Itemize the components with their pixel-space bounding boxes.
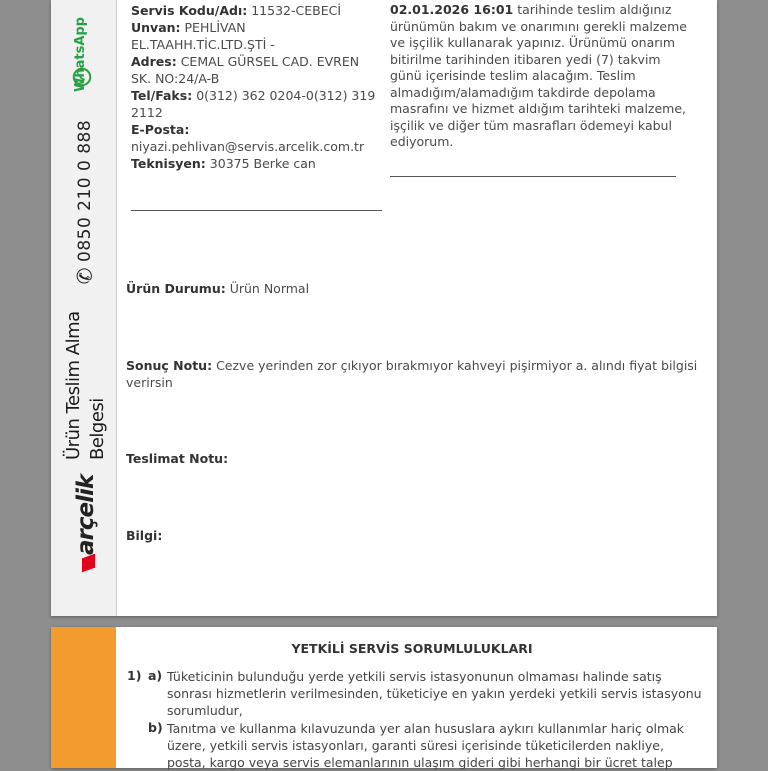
tech-label: Teknisyen:	[131, 156, 206, 171]
email-label: E-Posta:	[131, 122, 190, 137]
item-a-text: Tüketicinin bulunduğu yerde yetkili servis istasyonunun olmaması halinde satış sonrası hizmetlerin verilmesinden, tüketiciye en yakın yerdeki yetkili servis istasyonu sorumludur,	[167, 669, 702, 718]
statement-text: tarihinde teslim aldığınız ürünümün bakım ve onarımını gerekli malzeme ve işçilik kullanarak yapınız. Ürünümü onarım bitirilme tarihinden itibaren yedi (7) takvim günü içerisinde teslim alacağım. Teslim almadığım/alamadığım takdirde depolama masrafını ve hizmet aldığım tarihteki malzeme, işçilik ve diğer tüm masrafları ödemeyi kabul ediyorum.	[390, 2, 687, 149]
doc-title-line1: Ürün Teslim Alma	[63, 311, 84, 460]
sonuc-value: Cezve yerinden zor çıkıyor bırakmıyor kahveyi pişirmiyor a. alındı fiyat bilgisi verirsin	[126, 358, 698, 390]
item-b-letter: b)	[148, 720, 163, 735]
tel-label: Tel/Faks:	[131, 88, 193, 103]
address-value: CEMAL GÜRSEL CAD. EVREN SK. NO:24/A-B	[131, 54, 360, 86]
title-value: PEHLİVAN EL.TAAHH.TİC.LTD.ŞTİ -	[131, 20, 275, 52]
orange-accent-bar	[51, 627, 116, 768]
title-label: Unvan:	[131, 20, 181, 35]
service-code-label: Servis Kodu/Adı:	[131, 3, 248, 18]
tech-value: 30375 Berke can	[209, 156, 316, 171]
item-b-text: Tanıtma ve kullanma kılavuzunda yer alan hususlara aykırı kullanımlar hariç olmak üzere, yetkili servis istasyonları, garanti süresi içerisinde tüketicilerden nakliye, posta, kargo veya servis elemanlarının ulaşım gideri gibi herhangi bir ücret talep	[167, 721, 685, 770]
bilgi-label: Bilgi:	[126, 528, 163, 543]
item-1-number: 1)	[127, 668, 142, 683]
urun-durumu	[126, 280, 309, 297]
sonuc-notu	[126, 357, 711, 391]
phone-number: 0850 210 0 888	[75, 119, 95, 262]
email-value: niyazi.pehlivan@servis.arcelik.com.tr	[131, 139, 365, 154]
tel-value: 0(312) 362 0204-0(312) 319 2112	[131, 88, 376, 120]
service-info	[131, 2, 376, 172]
brand-logo: arçelik	[73, 474, 99, 555]
signature-line-left	[131, 210, 382, 211]
doc-title-line2: Belgesi	[87, 398, 108, 460]
responsibilities-title: YETKİLİ SERVİS SORUMLULUKLARI	[291, 641, 533, 656]
urun-durumu-label: Ürün Durumu:	[126, 281, 226, 296]
item-a-letter: a)	[148, 668, 163, 683]
service-code-value: 11532-CEBECİ	[251, 3, 342, 18]
statement	[390, 2, 690, 151]
whatsapp-label: WhatsApp	[73, 17, 88, 92]
urun-durumu-value: Ürün Normal	[229, 281, 310, 296]
teslimat-notu-label: Teslimat Notu:	[126, 451, 229, 466]
signature-line-right	[390, 176, 676, 177]
statement-date: 02.01.2026 16:01	[390, 2, 514, 17]
sonuc-label: Sonuç Notu:	[126, 358, 213, 373]
phone-icon: ✆	[72, 267, 97, 285]
address-label: Adres:	[131, 54, 177, 69]
